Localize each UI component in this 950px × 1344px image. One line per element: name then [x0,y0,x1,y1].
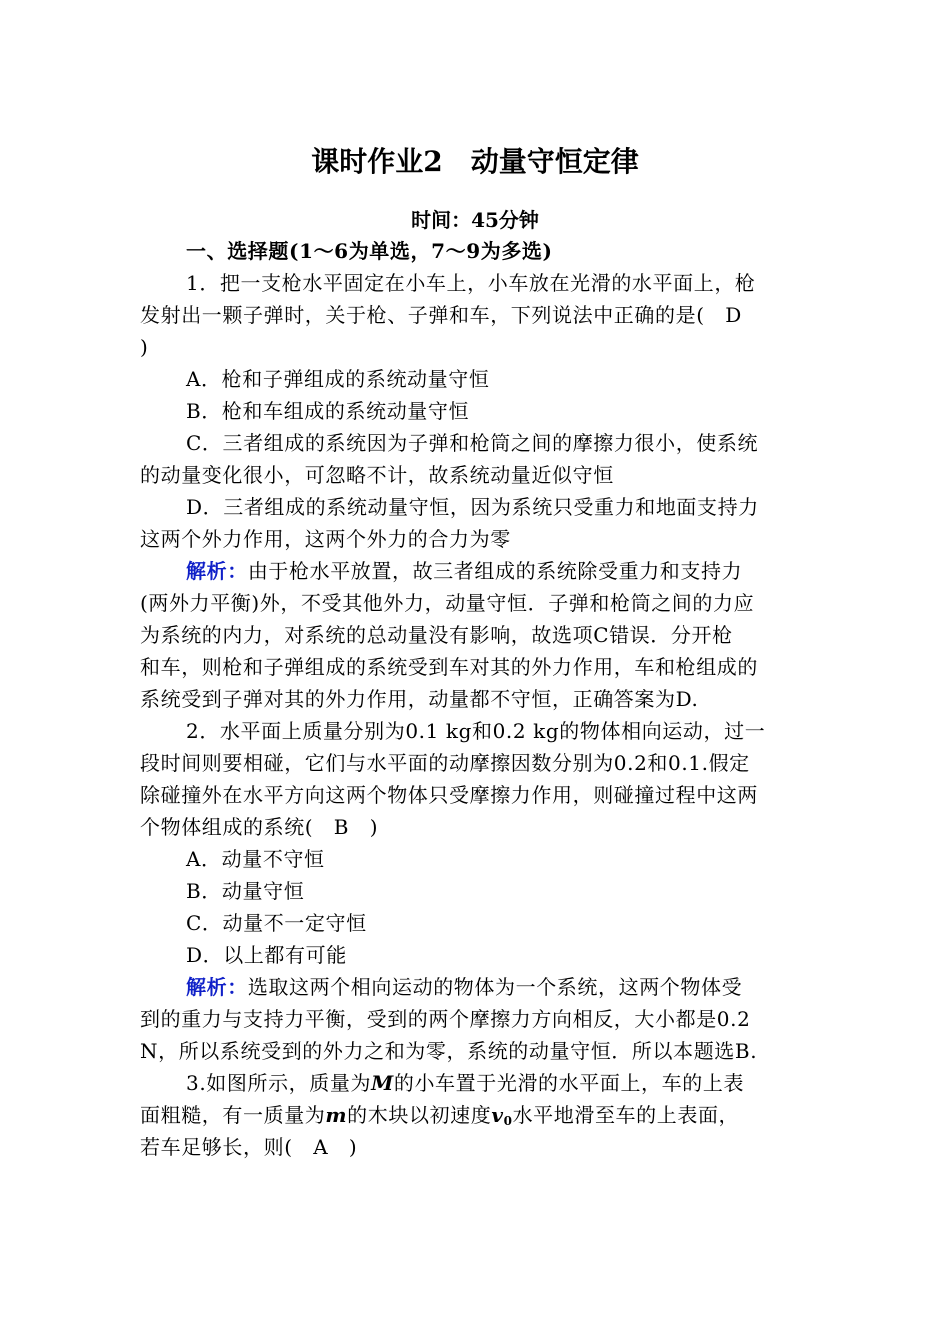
q2-analysis-line-2: 到的重力与支持力平衡，受到的两个摩擦力方向相反，大小都是0.2 [140,1007,751,1031]
q2-option-a: A．动量不守恒 [186,847,325,871]
q3-stem-line-3: 若车足够长，则( A ) [140,1135,358,1159]
q2-analysis-text-1: 选取这两个相向运动的物体为一个系统，这两个物体受 [247,975,743,999]
q3-var-v-subscript: 0 [503,1114,513,1128]
q1-option-a: A．枪和子弹组成的系统动量守恒 [186,367,490,391]
q1-option-d-line-1: D．三者组成的系统动量守恒，因为系统只受重力和地面支持力 [186,495,759,519]
section-heading: 一、选择题(1～6为单选，7～9为多选) [186,239,553,263]
q1-analysis-line-3: 为系统的内力，对系统的总动量没有影响，故选项C错误．分开枪 [140,623,733,647]
q3-var-v: v [491,1103,504,1127]
q2-option-b: B．动量守恒 [186,879,305,903]
q3-var-big-m: M [371,1071,394,1095]
q1-stem-line-2: 发射出一颗子弹时，关于枪、子弹和车，下列说法中正确的是( D [140,303,742,327]
q2-stem-line-4: 个物体组成的系统( B ) [140,815,379,839]
q1-analysis-line-5: 系统受到子弹对其的外力作用，动量都不守恒，正确答案为D. [140,687,699,711]
q3-text-3: 面粗糙，有一质量为 [140,1103,326,1127]
q1-option-d-line-2: 这两个外力作用，这两个外力的合力为零 [140,527,511,551]
q1-stem-line-1: 1．把一支枪水平固定在小车上，小车放在光滑的水平面上，枪 [186,271,756,295]
q2-analysis-line-1 [186,972,742,1002]
q3-text-1: 3.如图所示，质量为 [186,1071,372,1095]
q3-text-4: 的木块以初速度 [347,1103,492,1127]
q2-stem-line-3: 除碰撞外在水平方向这两个物体只受摩擦力作用，则碰撞过程中这两 [140,783,758,807]
q1-analysis-line-4: 和车，则枪和子弹组成的系统受到车对其的外力作用，车和枪组成的 [140,655,758,679]
q3-stem-line-2 [140,1100,739,1136]
q1-stem-line-3: ) [140,335,149,359]
q1-option-c-line-1: C．三者组成的系统因为子弹和枪筒之间的摩擦力很小，使系统 [186,431,759,455]
q1-option-c-line-2: 的动量变化很小，可忽略不计，故系统动量近似守恒 [140,463,614,487]
q1-analysis-text-1: 由于枪水平放置，故三者组成的系统除受重力和支持力 [247,559,743,583]
q2-analysis-line-3: N，所以系统受到的外力之和为零，系统的动量守恒．所以本题选B. [140,1039,758,1063]
q3-text-5: 水平地滑至车的上表面， [512,1103,740,1127]
q2-stem-line-1: 2．水平面上质量分别为0.1 kg和0.2 kg的物体相向运动，过一 [186,719,766,743]
q3-text-2: 的小车置于光滑的水平面上，车的上表 [393,1071,745,1095]
q3-var-small-m: m [325,1103,348,1127]
q2-option-c: C．动量不一定守恒 [186,911,367,935]
q1-option-b: B．枪和车组成的系统动量守恒 [186,399,470,423]
q2-analysis-label: 解析： [186,975,248,999]
q1-analysis-label: 解析： [186,559,248,583]
q2-option-d: D．以上都有可能 [186,943,347,967]
q1-analysis-line-2: (两外力平衡)外，不受其他外力，动量守恒．子弹和枪筒之间的力应 [140,591,755,615]
q1-analysis-line-1 [186,556,742,586]
page-title: 课时作业2 动量守恒定律 [311,145,639,178]
q3-stem-line-1 [186,1068,744,1098]
q2-stem-line-2: 段时间则要相碰，它们与水平面的动摩擦因数分别为0.2和0.1.假定 [140,751,750,775]
time-limit: 时间：45分钟 [411,208,539,232]
